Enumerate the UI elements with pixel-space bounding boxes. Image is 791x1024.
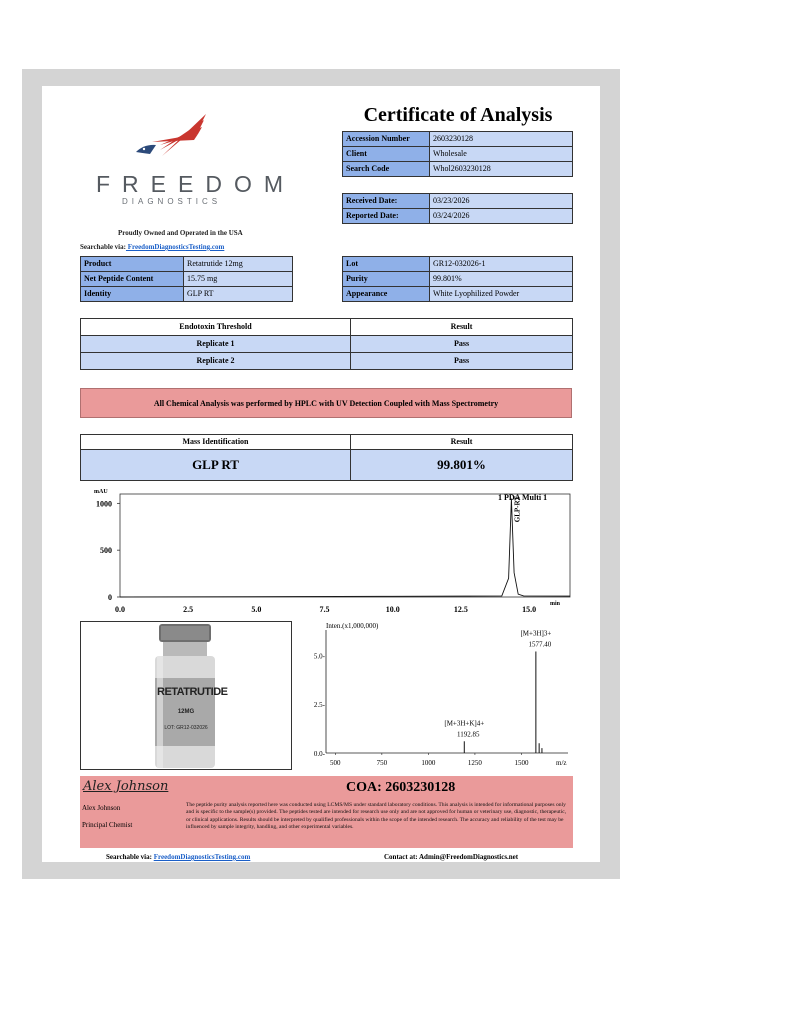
y-tick-label: 500 <box>100 546 112 556</box>
mass-table <box>80 434 573 481</box>
method-banner: All Chemical Analysis was performed by HPLC with UV Detection Coupled with Mass Spectrometry <box>80 388 572 418</box>
coa-number: COA: 2603230128 <box>346 780 456 795</box>
table-label: Net Peptide Content <box>81 272 184 287</box>
owned-line: Proudly Owned and Operated in the USA <box>118 229 243 237</box>
mass-identity: GLP RT <box>81 450 351 481</box>
table-header: Result <box>351 435 573 450</box>
y-axis-unit: mAU <box>94 489 108 495</box>
table-row <box>343 272 573 287</box>
table-value: Whol2603230128 <box>430 162 573 177</box>
table-label: Received Date: <box>343 194 430 209</box>
table-header: Result <box>351 319 573 336</box>
table-row <box>343 257 573 272</box>
table-value: White Lyophilized Powder <box>430 287 573 302</box>
footer-searchable-label: Searchable via: <box>106 853 154 861</box>
replicate-label: Replicate 1 <box>81 336 351 353</box>
x-axis-unit: min <box>550 601 561 607</box>
table-value: 03/24/2026 <box>430 209 573 224</box>
table-row <box>343 162 573 177</box>
table-header-row <box>81 435 573 450</box>
x-tick-label: 10.0 <box>385 605 400 614</box>
footer-link[interactable]: FreedomDiagnosticsTesting.com <box>153 853 251 861</box>
table-value: Wholesale <box>430 147 573 162</box>
y-tick-label: 0.0- <box>313 750 325 758</box>
legend-label: 1 PDA Multi 1 <box>498 493 548 502</box>
table-row <box>343 147 573 162</box>
vial-lot: LOT: GR12-032026 <box>164 725 208 731</box>
table-value: GR12-032026-1 <box>430 257 573 272</box>
peak-label: GLP-RT <box>513 496 522 523</box>
table-value: 03/23/2026 <box>430 194 573 209</box>
table-value: 99.801% <box>430 272 573 287</box>
x-tick-label: 1000 <box>421 759 436 767</box>
searchable-label: Searchable via: <box>80 243 126 251</box>
chemist-name: Alex Johnson <box>82 804 121 812</box>
x-tick-label: 500 <box>330 759 341 767</box>
product-table <box>80 256 293 302</box>
company-subtitle: DIAGNOSTICS <box>122 197 222 206</box>
peak-annotation-value: 1192.85 <box>457 730 480 739</box>
y-axis-label: Inten.(x1,000,000) <box>326 622 379 630</box>
replicate-result: Pass <box>351 336 573 353</box>
vial-dose: 12MG <box>177 709 195 715</box>
vial-photo <box>80 621 292 770</box>
signature-script: Alex Johnson <box>83 779 169 794</box>
table-header: Mass Identification <box>81 435 351 450</box>
footer-contact: Contact at: Admin@FreedomDiagnostics.net <box>384 853 519 861</box>
x-tick-label: 750 <box>376 759 388 767</box>
accession-table <box>342 131 573 177</box>
x-tick-label: 1250 <box>467 759 482 767</box>
chromatogram-line <box>120 499 570 597</box>
table-row <box>81 336 573 353</box>
footer-searchable <box>106 853 250 861</box>
mass-result: 99.801% <box>351 450 573 481</box>
table-value: Retatrutide 12mg <box>184 257 293 272</box>
table-value: 2603230128 <box>430 132 573 147</box>
x-tick-label: 0.0 <box>115 605 125 614</box>
table-value: GLP RT <box>184 287 293 302</box>
vial-label: RETATRUTIDE <box>157 686 228 698</box>
hplc-chromatogram <box>80 486 576 616</box>
disclaimer: The peptide purity analysis reported here was conducted using LCMS/MS under standard laboratory conditions. This analysis is intended for informational purposes only and is specific to the sample(s) provided. The peptides tested are intended for research use only and are not approved for human or veterinary use, diagnostic, therapeutic, or clinical applications. Results should be interpreted by qualified professionals within the scope of the intended research. The accuracy and reliability of the test may be influenced by sample integrity, handling, and other experimental variables. <box>186 802 567 831</box>
table-row <box>343 194 573 209</box>
dates-table <box>342 193 573 224</box>
table-row <box>81 257 293 272</box>
y-tick-label: 5.0- <box>313 652 325 661</box>
x-tick-label: 2.5 <box>183 605 194 614</box>
y-tick-label: 1000 <box>96 499 112 509</box>
page-title: Certificate of Analysis <box>363 104 553 126</box>
lot-table <box>342 256 573 302</box>
peak-annotation-value: 1577.40 <box>528 640 552 649</box>
x-tick-label: 12.5 <box>453 605 468 614</box>
table-value: 15.75 mg <box>184 272 293 287</box>
table-label: Identity <box>81 287 184 302</box>
company-name: FREEDOM <box>96 171 295 197</box>
table-label: Accession Number <box>343 132 430 147</box>
x-tick-label: 1500 <box>514 759 529 767</box>
table-label: Purity <box>343 272 430 287</box>
plot-frame <box>120 494 570 597</box>
x-tick-label: 5.0 <box>251 605 262 614</box>
table-label: Reported Date: <box>343 209 430 224</box>
table-row <box>81 272 293 287</box>
table-row <box>343 209 573 224</box>
table-label: Search Code <box>343 162 430 177</box>
table-row <box>81 450 573 481</box>
table-row <box>81 287 293 302</box>
searchable-top <box>80 243 224 251</box>
table-row <box>343 132 573 147</box>
chemist-title: Principal Chemist <box>82 821 133 829</box>
y-tick-label: 0 <box>108 593 112 602</box>
table-row <box>343 287 573 302</box>
table-row <box>81 353 573 370</box>
endotoxin-table <box>80 318 573 370</box>
freedom-logo-icon <box>130 112 210 170</box>
peak-annotation-label: [M+3H+K]4+ <box>444 719 485 728</box>
mass-spectrum <box>306 620 576 772</box>
table-label: Lot <box>343 257 430 272</box>
table-label: Product <box>81 257 184 272</box>
searchable-link[interactable]: FreedomDiagnosticsTesting.com <box>125 243 225 251</box>
peak-annotation-label: [M+3H]3+ <box>520 629 552 638</box>
x-axis-label: m/z <box>556 759 567 767</box>
x-tick-label: 15.0 <box>522 605 537 614</box>
replicate-result: Pass <box>351 353 573 370</box>
table-label: Appearance <box>343 287 430 302</box>
table-header: Endotoxin Threshold <box>81 319 351 336</box>
x-tick-label: 7.5 <box>319 605 330 614</box>
y-tick-label: 2.5- <box>313 701 325 710</box>
table-header-row <box>81 319 573 336</box>
table-label: Client <box>343 147 430 162</box>
replicate-label: Replicate 2 <box>81 353 351 370</box>
